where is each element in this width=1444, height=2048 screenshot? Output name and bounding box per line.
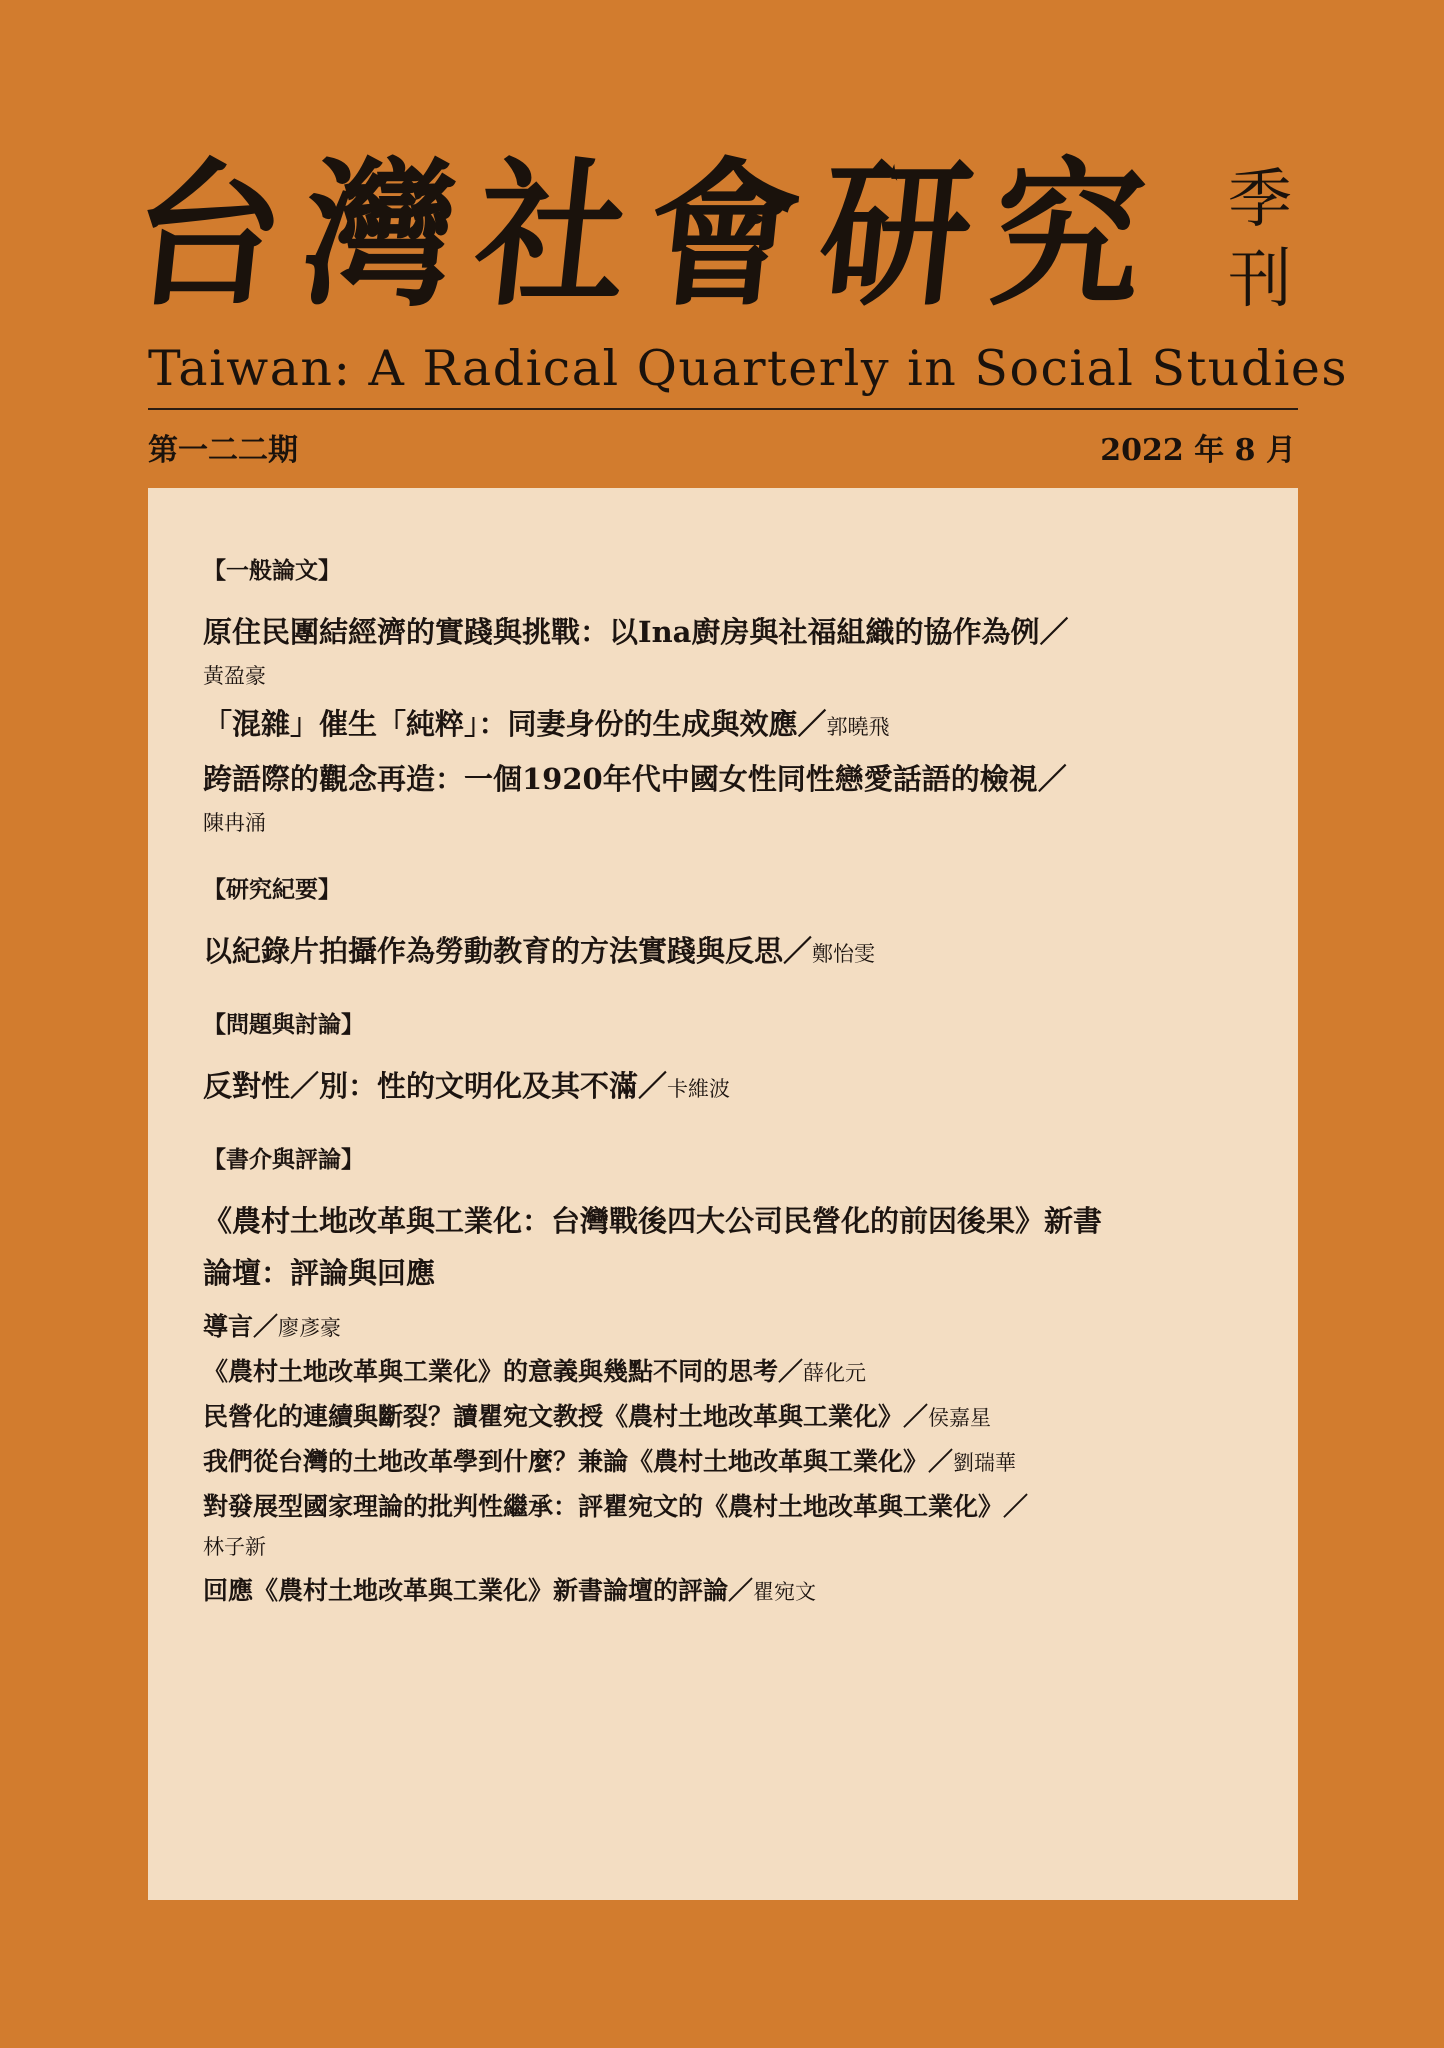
calligraphy-title: 台灣社會研究 (123, 143, 1175, 328)
forum-title-line-2: 論壇：評論與回應 (203, 1256, 436, 1290)
article-author: 劉瑞華 (953, 1451, 1017, 1475)
article-title-text: 導言／ (203, 1312, 279, 1341)
forum-title-line-1: 《農村土地改革與工業化：台灣戰後四大公司民營化的前因後果》新書 (203, 1204, 1103, 1238)
section-heading: 【一般論文】 (203, 557, 341, 584)
article-author: 薛化元 (803, 1361, 867, 1385)
section-heading: 【書介與評論】 (203, 1146, 364, 1173)
article-author: 林子新 (203, 1535, 266, 1559)
contents-panel (148, 488, 1298, 1900)
article-title (203, 1485, 1263, 1529)
article-title (203, 925, 1263, 980)
issue-date: 2022 年 8 月 (1100, 433, 1296, 468)
article-title (203, 606, 1263, 658)
section-heading: 【問題與討論】 (203, 1011, 364, 1038)
article-title (203, 753, 1263, 805)
article-author: 瞿宛文 (753, 1580, 817, 1604)
quarterly-top: 季 (1228, 163, 1292, 237)
article-title-text: 對發展型國家理論的批判性繼承：評瞿宛文的《農村土地改革與工業化》／ (203, 1492, 1029, 1521)
english-title: Taiwan: A Radical Quarterly in Social Studies (148, 340, 1349, 397)
section-heading: 【研究紀要】 (203, 876, 341, 903)
article-author: 陳冉涌 (203, 811, 266, 835)
article-title (203, 1305, 1263, 1350)
article-title (203, 1395, 1263, 1440)
article-author: 郭曉飛 (826, 715, 890, 739)
masthead (123, 120, 1295, 340)
article-title-text: 以紀錄片拍攝作為勞動教育的方法實踐與反思／ (203, 934, 813, 968)
article-title (203, 1440, 1263, 1485)
article-title-text: 我們從台灣的土地改革學到什麼？兼論《農村土地改革與工業化》／ (203, 1447, 954, 1476)
quarterly-mark (1220, 160, 1300, 320)
article-author: 鄭怡雯 (812, 942, 876, 966)
article-title (203, 1350, 1263, 1395)
issue-number: 第一二二期 (148, 433, 298, 468)
article-title-text: 《農村土地改革與工業化》的意義與幾點不同的思考／ (203, 1357, 804, 1386)
article-author: 廖彥豪 (278, 1316, 342, 1340)
article-title-text: 原住民團結經濟的實踐與挑戰：以Ina廚房與社福組織的協作為例／ (203, 615, 1069, 649)
article-title-text: 「混雜」催生「純粹」：同妻身份的生成與效應／ (203, 707, 827, 741)
table-of-contents (203, 554, 1263, 1614)
quarterly-bottom: 刊 (1228, 243, 1292, 317)
article-title (203, 1060, 1263, 1115)
article-title (203, 698, 1263, 753)
article-title-text: 跨語際的觀念再造：一個1920年代中國女性同性戀愛話語的檢視／ (203, 762, 1067, 796)
article-title (203, 1569, 1263, 1614)
article-title-text: 民營化的連續與斷裂？讀瞿宛文教授《農村土地改革與工業化》／ (203, 1402, 929, 1431)
article-title-text: 反對性／別：性的文明化及其不滿／ (203, 1069, 668, 1103)
article-author: 卡維波 (667, 1077, 731, 1101)
article-author: 侯嘉星 (928, 1406, 992, 1430)
title-rule (148, 408, 1298, 410)
article-title-text: 回應《農村土地改革與工業化》新書論壇的評論／ (203, 1576, 754, 1605)
article-author: 黃盈豪 (203, 664, 266, 688)
